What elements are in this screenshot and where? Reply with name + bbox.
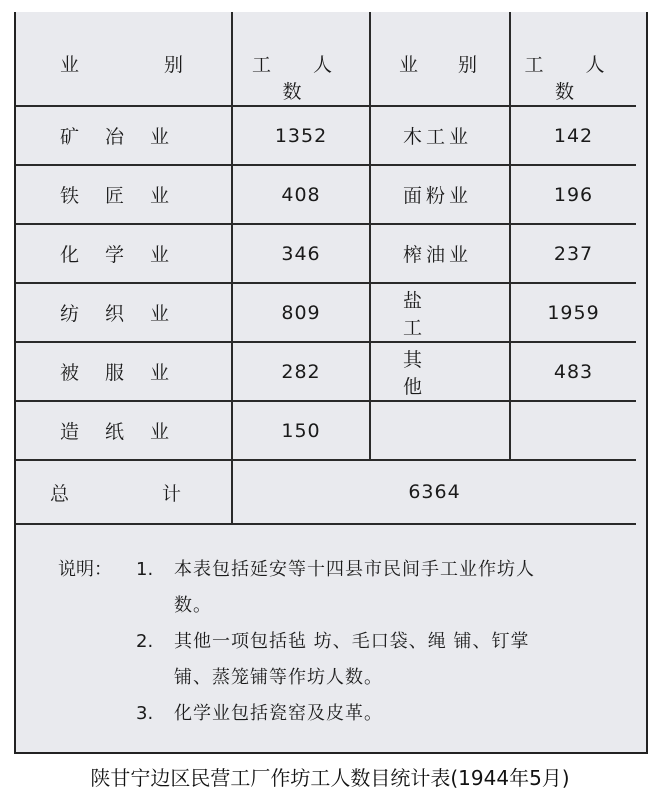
- note-line: 数。: [174, 595, 212, 616]
- notes-lead: 说明：: [58, 559, 112, 580]
- notes-section: [58, 552, 628, 732]
- header-industry-right: [370, 12, 510, 106]
- industry-name: 木工业: [370, 106, 510, 165]
- document-paper: [14, 12, 648, 754]
- figure-caption: 陕甘宁边区民营工厂作坊工人数目统计表(1944年5月): [90, 766, 570, 790]
- header-char: 业: [399, 54, 423, 76]
- industry-name: 化学业: [16, 224, 232, 283]
- worker-count: 346: [232, 224, 370, 283]
- note-text: [174, 696, 628, 732]
- worker-count: 282: [232, 342, 370, 401]
- worker-count: 809: [232, 283, 370, 342]
- industry-name: 榨油业: [370, 224, 510, 283]
- note-item: [58, 552, 628, 624]
- note-line: 其他一项包括毡 坊、毛口袋、绳 铺、钉掌: [174, 631, 530, 652]
- header-industry-left: [16, 12, 232, 106]
- total-row: [16, 460, 636, 524]
- worker-count: 483: [510, 342, 636, 401]
- table-row: [16, 106, 636, 165]
- note-number: 2.: [136, 631, 154, 652]
- total-value: 6364: [232, 460, 636, 524]
- note-text: [174, 552, 628, 624]
- note-line: 铺、蒸笼铺等作坊人数。: [174, 667, 383, 688]
- note-item: [58, 624, 628, 696]
- header-char: 别: [163, 54, 183, 76]
- header-count-left: 工 人 数: [232, 12, 370, 106]
- worker-count: 142: [510, 106, 636, 165]
- header-count-right: 工 人 数: [510, 12, 636, 106]
- industry-name: 被服业: [16, 342, 232, 401]
- total-char: 计: [161, 482, 181, 505]
- note-number: 1.: [136, 559, 154, 580]
- worker-count: 1959: [510, 283, 636, 342]
- table-header-row: [16, 12, 636, 106]
- note-item: [58, 696, 628, 732]
- table-row: [16, 165, 636, 224]
- industry-name: 其 他: [370, 342, 510, 401]
- industry-name: 造纸业: [16, 401, 232, 460]
- industry-name: 铁匠业: [16, 165, 232, 224]
- worker-count: 237: [510, 224, 636, 283]
- worker-count: 196: [510, 165, 636, 224]
- worker-count: 408: [232, 165, 370, 224]
- worker-count: 150: [232, 401, 370, 460]
- note-number: 3.: [136, 703, 154, 724]
- note-line: 化学业包括瓷窑及皮革。: [174, 703, 383, 724]
- table-row: [16, 224, 636, 283]
- worker-statistics-table: [16, 12, 636, 525]
- total-char: 总: [50, 482, 70, 505]
- worker-count: [510, 401, 636, 460]
- worker-count: 1352: [232, 106, 370, 165]
- industry-name: 矿冶业: [16, 106, 232, 165]
- industry-name: 纺织业: [16, 283, 232, 342]
- table-row: [16, 401, 636, 460]
- table-row: [16, 283, 636, 342]
- note-text: [174, 624, 628, 696]
- note-line: 本表包括延安等十四县市民间手工业作坊人: [174, 559, 535, 580]
- header-char: 别: [457, 54, 481, 76]
- industry-name: 面粉业: [370, 165, 510, 224]
- total-label: [16, 460, 232, 524]
- industry-name: 盐 工: [370, 283, 510, 342]
- header-char: 业: [60, 54, 80, 76]
- industry-name: [370, 401, 510, 460]
- table-row: [16, 342, 636, 401]
